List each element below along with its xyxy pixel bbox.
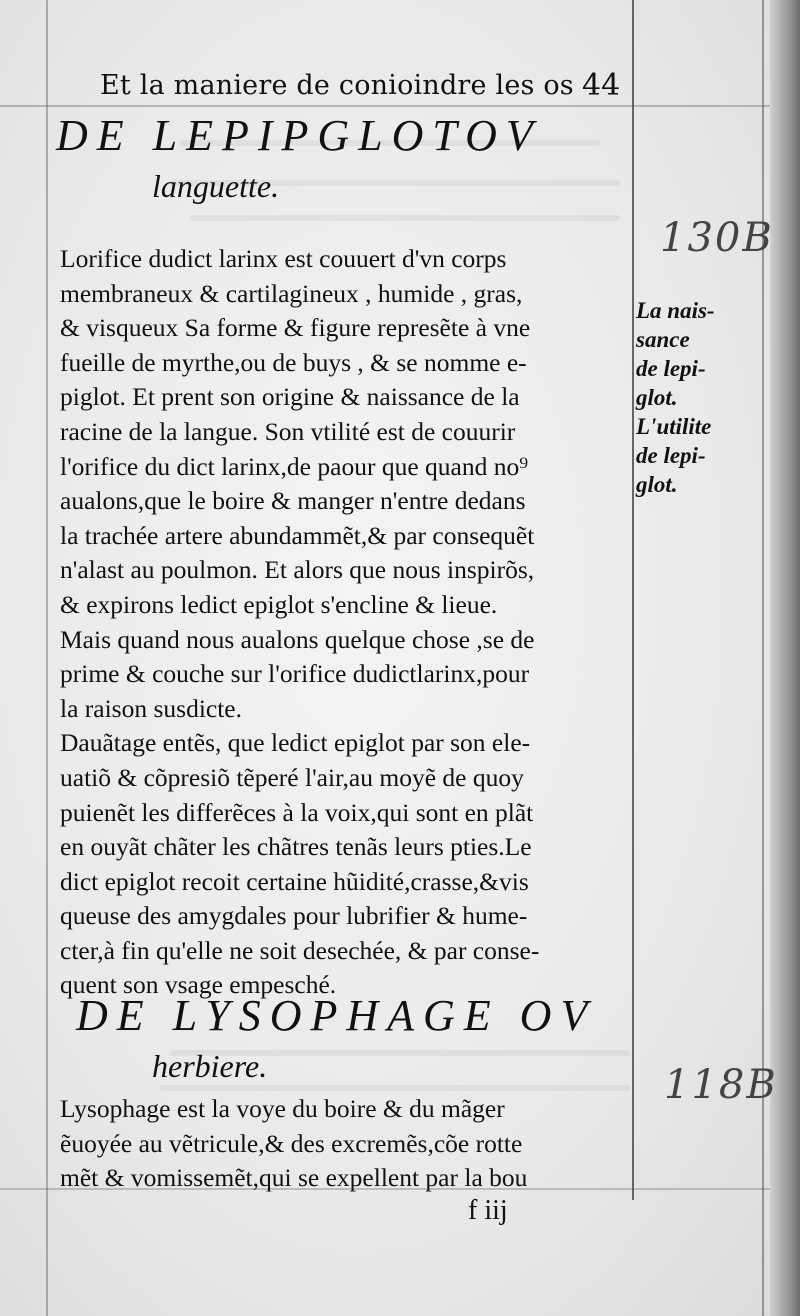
text-line: prime & couche sur l'orifice dudictlarinx,pour bbox=[60, 659, 530, 689]
signature-mark: f iij bbox=[468, 1195, 508, 1226]
text-line: piglot. Et prent son origine & naissance de la bbox=[60, 382, 520, 412]
text-line: & expirons ledict epiglot s'encline & lieue. bbox=[60, 589, 498, 619]
margin-note-line: de lepi- bbox=[636, 443, 706, 468]
section-heading-lysophage: DE LYSOPHAGE OV bbox=[76, 991, 597, 1040]
text-line: ẽuoyée au vẽtricule,& des excremẽs,cõe rotte bbox=[60, 1128, 523, 1158]
section-body-lysophage bbox=[60, 1092, 650, 1196]
text-line: puienẽt les differẽces à la voix,qui sont en plãt bbox=[60, 797, 534, 827]
text-line: la trachée artere abundammẽt,& par consequẽt bbox=[60, 520, 535, 550]
text-line: Lysophage est la voye du boire & du mãger bbox=[60, 1094, 505, 1123]
text-line: n'alast au poulmon. Et alors que nous inspirõs, bbox=[60, 555, 535, 585]
margin-note-line: La nais- bbox=[636, 298, 715, 323]
text-line: Lorifice dudict larinx est couuert d'vn corps bbox=[60, 244, 507, 273]
section-subheading-languette: languette. bbox=[152, 168, 280, 204]
margin-note-line: de lepi- bbox=[636, 356, 706, 381]
text-line: racine de la langue. Son vtilité est de couurir bbox=[60, 416, 516, 446]
margin-note-line: L'utilite bbox=[636, 414, 712, 439]
text-line: la raison susdicte. bbox=[60, 693, 242, 723]
margin-note-line: glot. bbox=[636, 472, 678, 497]
text-line: quent son vsage empesché. bbox=[60, 970, 337, 1000]
text-line: Mais quand nous aualons quelque chose ,se de bbox=[60, 624, 535, 654]
text-line: uatiõ & cõpresiõ tẽperé l'air,au moyẽ de quoy bbox=[60, 762, 524, 792]
margin-note-line: glot. bbox=[636, 385, 678, 410]
running-head: Et la maniere de conioindre les os bbox=[100, 70, 574, 101]
text-line: l'orifice du dict larinx,de paour que quand no⁹ bbox=[60, 451, 529, 481]
text-line: mẽt & vomissemẽt,qui se expellent par la bou bbox=[60, 1163, 528, 1193]
section-body-epiglot bbox=[60, 242, 650, 1003]
handwritten-mark: 130B bbox=[660, 215, 774, 261]
page-number: 44 bbox=[582, 68, 621, 103]
section-heading-epiglot: DE LEPIPGLOTOV bbox=[56, 111, 542, 160]
text-line: en ouyãt chãter les chãtres tenãs leurs pties.Le bbox=[60, 832, 532, 862]
text-line: fueille de myrthe,ou de buys , & se nomme e- bbox=[60, 347, 527, 377]
margin-notes bbox=[636, 296, 746, 499]
text-line: membraneux & cartilagineux , humide , gras, bbox=[60, 278, 523, 308]
page-edge-shadow bbox=[770, 0, 800, 1316]
margin-note-line: sance bbox=[636, 327, 690, 352]
text-line: aualons,que le boire & manger n'entre dedans bbox=[60, 486, 526, 516]
text-line: Dauãtage entẽs, que ledict epiglot par son ele- bbox=[60, 728, 531, 758]
text-line: & visqueux Sa forme & figure represẽte à vne bbox=[60, 313, 531, 343]
text-line: dict epiglot recoit certaine hũidité,crasse,&vis bbox=[60, 866, 529, 896]
text-line: cter,à fin qu'elle ne soit desechée, & par conse- bbox=[60, 935, 540, 965]
handwritten-mark: 118B bbox=[664, 1062, 778, 1108]
section-subheading-herbiere: herbiere. bbox=[152, 1048, 268, 1084]
text-line: queuse des amygdales pour lubrifier & hume- bbox=[60, 901, 528, 931]
